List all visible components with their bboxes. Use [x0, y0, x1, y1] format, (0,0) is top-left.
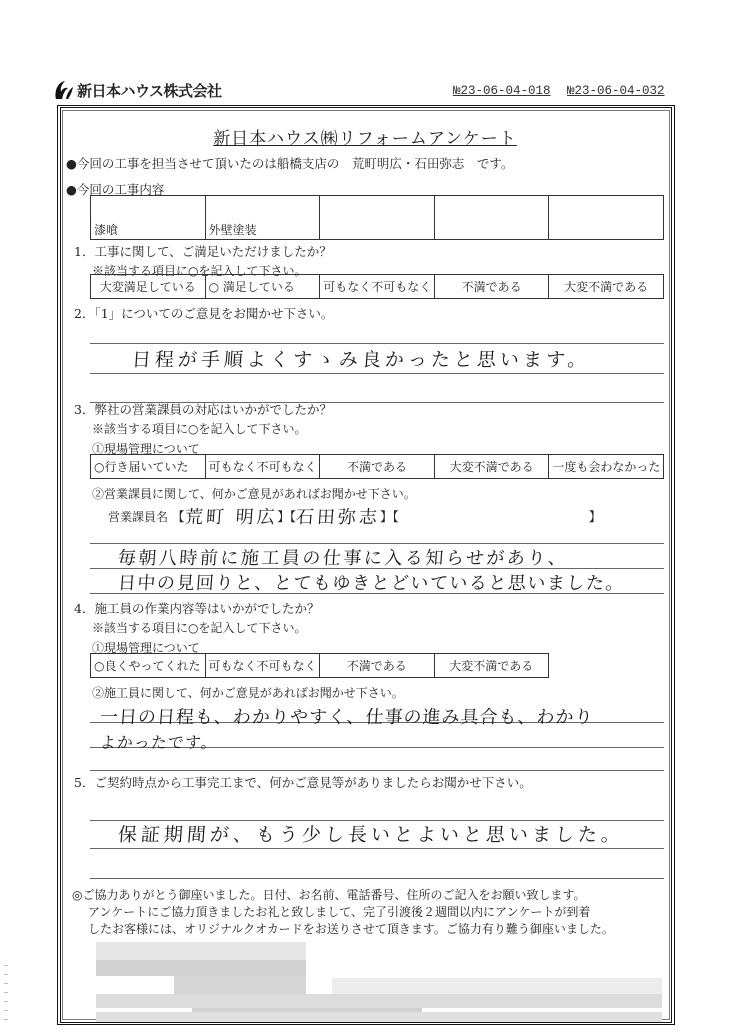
staff-names-row: 営業課員名 【 荒町 明広 】【 石田弥志 】【 】 [108, 503, 601, 529]
q1-options-table [90, 274, 664, 299]
work-content-cell[interactable] [320, 196, 435, 240]
selected-mark: ○ [94, 460, 105, 474]
q3-sub1-label: ①現場管理について [92, 442, 200, 456]
q3-option[interactable]: 不満である [320, 455, 435, 479]
closing-line: ◎ご協力ありがとう御座いました。日付、お名前、電話番号、住所のご記入をお願い致します。 [72, 888, 586, 902]
q4-handwritten-answer: 一日の日程も、わかりやすく、仕事の進み具合も、わかり [99, 707, 595, 728]
q1-option[interactable]: 大変不満である [549, 275, 664, 299]
q4-option[interactable]: 不満である [320, 654, 435, 678]
q3-handwritten-answer: 日中の見回りと、とてもゆきとどいていると思いました。 [117, 573, 626, 594]
company-logo-icon [52, 79, 74, 101]
answer-line [90, 848, 664, 849]
q4-instruction: ※該当する項目に○を記入して下さい。 [92, 621, 307, 635]
q3-option[interactable]: 一度も会わなかった [549, 455, 664, 479]
intro-line: ●今回の工事を担当させて頂いたのは船橋支店の 荒町明広・石田弥志 です。 [66, 156, 514, 171]
q5-handwritten-answer: 保証期間が、もう少し長いとよいと思いました。 [117, 824, 625, 846]
closing-line: アンケートにご協力頂きましたお礼と致しまして、完了引渡後２週間以内にアンケートが到着 [88, 905, 591, 919]
closing-line: したお客様には、オリジナルクオカードをお送りさせて頂きます。ご協力有り難う御座いました。 [88, 922, 614, 936]
q3-options-table [90, 454, 664, 479]
staff-name-label: 営業課員名 [108, 509, 169, 524]
q4-handwritten-answer: よかったです。 [99, 733, 219, 752]
q3-option-selected[interactable]: ○行き届いていた [91, 455, 206, 479]
q4-sub1-label: ①現場管理について [92, 641, 200, 655]
q1-option[interactable]: 可もなく不可もなく [320, 275, 435, 299]
q3-question: 3．弊社の営業課員の対応はいかがでしたか？ [74, 402, 332, 417]
answer-line [90, 878, 664, 879]
q4-sub2-label: ②施工員に関して、何かご意見があればお聞かせ下さい。 [92, 686, 404, 700]
answer-line [90, 343, 664, 344]
q3-sub2-label: ②営業課員に関して、何かご意見があればお聞かせ下さい。 [92, 487, 416, 501]
work-content-cell[interactable] [434, 196, 549, 240]
work-content-cell[interactable]: 外壁塗装 [205, 196, 320, 240]
q1-option[interactable]: 不満である [434, 275, 549, 299]
work-content-cell[interactable]: 漆喰 [91, 196, 206, 240]
work-content-label: ●今回の工事内容 [66, 182, 165, 197]
q3-option[interactable]: 大変不満である [434, 455, 549, 479]
q3-instruction: ※該当する項目に○を記入して下さい。 [92, 422, 307, 436]
q1-option-selected[interactable]: ○ 満足している [205, 275, 320, 299]
staff-name-1[interactable]: 荒町 明広 [183, 507, 278, 528]
q3-handwritten-answer: 毎朝八時前に施工員の仕事に入る知らせがあり、 [117, 548, 570, 569]
q1-option[interactable]: 大変満足している [91, 275, 206, 299]
work-content-table [90, 195, 664, 240]
q4-option[interactable]: 大変不満である [434, 654, 549, 678]
document-number: №23-06-04-032 [567, 84, 665, 98]
answer-line [90, 770, 664, 771]
redacted-personal-info [92, 942, 672, 1022]
q1-instruction: ※該当する項目に○を記入して下さい。 [92, 264, 307, 278]
q4-option[interactable]: 可もなく不可もなく [205, 654, 320, 678]
q4-question: 4．施工員の作業内容等はいかがでしたか？ [74, 601, 320, 616]
work-content-cell[interactable] [549, 196, 664, 240]
q5-question: 5．ご契約時点から工事完工まで、何かご意見等がありましたらお聞かせ下さい。 [74, 775, 532, 790]
q3-option[interactable]: 可もなく不可もなく [205, 455, 320, 479]
q1-question: 1．工事に関して、ご満足いただけましたか？ [74, 244, 332, 259]
staff-name-2[interactable]: 石田弥志 [295, 507, 381, 528]
q2-question: 2．「1」についてのご意見をお聞かせ下さい。 [74, 306, 334, 321]
company-header [52, 78, 222, 102]
company-name: 新日本ハウス株式会社 [77, 81, 222, 100]
document-number: №23-06-04-018 [453, 84, 551, 98]
answer-line [90, 373, 664, 374]
q4-option-selected[interactable]: ○良くやってくれた [91, 654, 206, 678]
scan-edge-marks [4, 965, 8, 1025]
form-title: 新日本ハウス㈱リフォームアンケート [213, 129, 517, 149]
q2-handwritten-answer: 日程が手順よくすゝみ良かったと思います。 [131, 349, 592, 371]
selected-mark: ○ [94, 659, 105, 673]
selected-mark: ○ [208, 280, 220, 294]
q4-options-table [90, 653, 549, 678]
